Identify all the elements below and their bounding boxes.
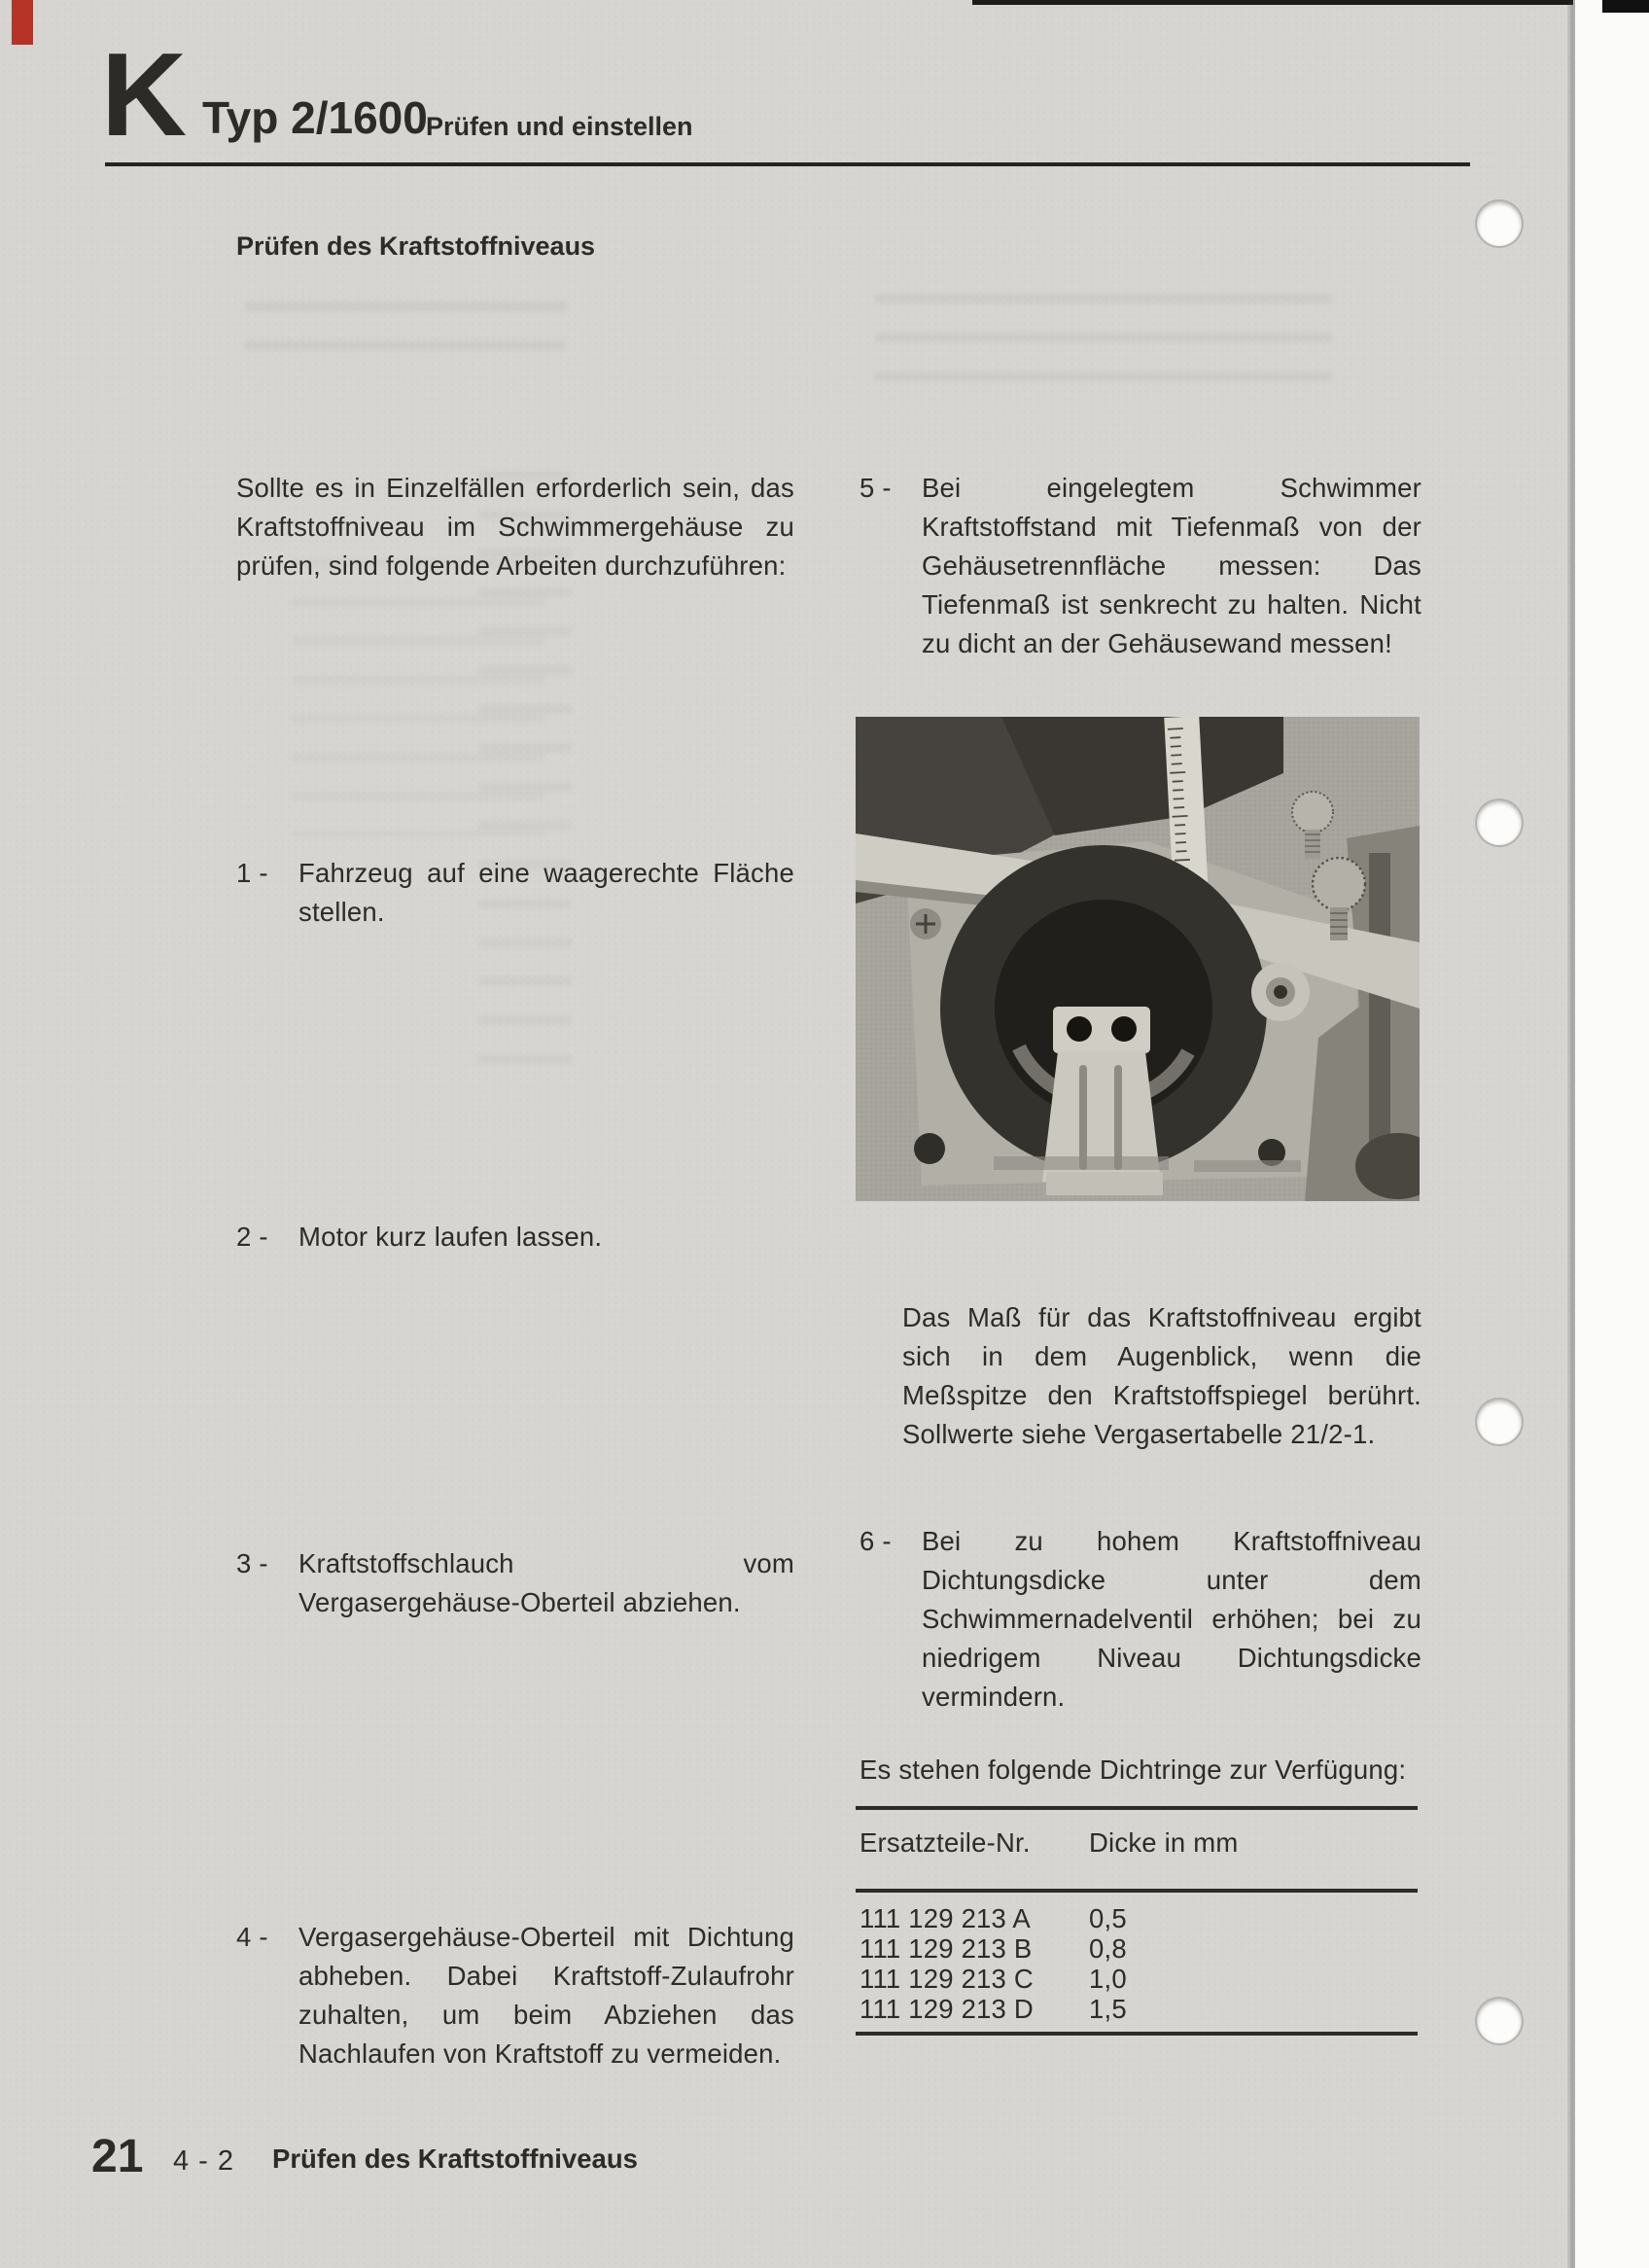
table-row-part-number: 111 129 213 B — [860, 1933, 1033, 1964]
table-row-thickness: 1,5 — [1089, 1994, 1127, 2024]
model-designation: Typ 2/1600 — [202, 92, 428, 143]
section-letter: K — [101, 28, 186, 160]
step-item-5 — [860, 469, 1421, 663]
table-row-part-number: 111 129 213 D — [860, 1994, 1034, 2024]
table-row-thickness: 1,0 — [1089, 1964, 1127, 1994]
table-row-part-number: 111 129 213 C — [860, 1964, 1034, 1994]
punch-hole — [1477, 1400, 1522, 1444]
step-text: Vergasergehäuse-Oberteil mit Dichtung abheben. Dabei Kraftstoff-Zulaufrohr zuhalten, um beim Abziehen das Nachlaufen von Kraftstoff zu vermeiden. — [298, 1922, 794, 2069]
carburetor-depth-gauge-photo — [856, 717, 1420, 1201]
bleed-through-artifact — [245, 288, 566, 358]
punch-hole — [1477, 1999, 1522, 2043]
footer-section-title: Prüfen des Kraftstoffniveaus — [272, 2144, 638, 2174]
header-rule — [105, 162, 1470, 166]
table-row-thickness: 0,5 — [1089, 1903, 1127, 1933]
bleed-through-artifact — [292, 545, 544, 836]
table-row-thickness: 0,8 — [1089, 1933, 1127, 1964]
table-header-thickness: Dicke in mm — [1089, 1827, 1239, 1858]
punch-hole — [1477, 201, 1522, 246]
step-text: Fahrzeug auf eine waagerechte Fläche stellen. — [298, 858, 794, 927]
table-row-part-number: 111 129 213 A — [860, 1903, 1031, 1933]
step-item-3 — [236, 1544, 794, 1622]
table-intro: Es stehen folgende Dichtringe zur Verfügung: — [860, 1754, 1407, 1785]
step-number: 5 - — [860, 473, 892, 503]
scan-edge-strip — [972, 0, 1573, 5]
table-rule-top — [856, 1806, 1418, 1810]
footer-chapter-number: 21 — [91, 2131, 144, 2182]
footer-page-number: 4 - 2 — [173, 2145, 235, 2177]
step-item-2 — [236, 1218, 794, 1257]
step-number: 4 - — [236, 1922, 268, 1952]
step-item-1 — [236, 854, 794, 932]
step-number: 1 - — [236, 858, 268, 888]
step-item-6 — [860, 1522, 1421, 1717]
step-number: 2 - — [236, 1222, 268, 1252]
scan-corner-tab — [1602, 0, 1649, 13]
paper-edge-shadow — [1567, 0, 1575, 2268]
table-header-part-number: Ersatzteile-Nr. — [860, 1827, 1031, 1858]
step-number: 3 - — [236, 1548, 268, 1578]
photo-illustration — [856, 717, 1420, 1201]
header-subtitle: Prüfen und einstellen — [426, 112, 693, 141]
step-text: Kraftstoffschlauch vom Vergasergehäuse-Oberteil abziehen. — [298, 1548, 794, 1617]
step-text: Bei eingelegtem Schwimmer Kraftstoffstand mit Tiefenmaß von der Gehäusetrennfläche messen: Das Tiefenmaß ist senkrecht zu halten. Nicht zu dicht an der Gehäusewand messen! — [922, 473, 1421, 658]
red-corner-mark — [12, 0, 33, 45]
step-item-4 — [236, 1918, 794, 2073]
table-rule-bottom — [856, 2032, 1418, 2036]
bleed-through-artifact — [875, 280, 1332, 381]
page-title: Prüfen des Kraftstoffniveaus — [236, 231, 596, 261]
table-rule-middle — [856, 1889, 1418, 1893]
step-number: 6 - — [860, 1526, 892, 1556]
intro-paragraph: Sollte es in Einzelfällen erforderlich sein, das Kraftstoffniveau im Schwimmergehäuse zu prüfen, sind folgende Arbeiten durchzuführen: — [236, 473, 794, 581]
step-text: Motor kurz laufen lassen. — [298, 1222, 603, 1252]
punch-hole — [1477, 800, 1522, 845]
measurement-note: Das Maß für das Kraftstoffniveau ergibt sich in dem Augenblick, wenn die Meßspitze den Kraftstoffspiegel berührt. Sollwerte siehe Vergasertabelle 21/2-1. — [902, 1302, 1421, 1449]
step-text: Bei zu hohem Kraftstoffniveau Dichtungsdicke unter dem Schwimmernadelventil erhöhen; bei zu niedrigem Niveau Dichtungsdicke vermindern. — [922, 1526, 1421, 1712]
